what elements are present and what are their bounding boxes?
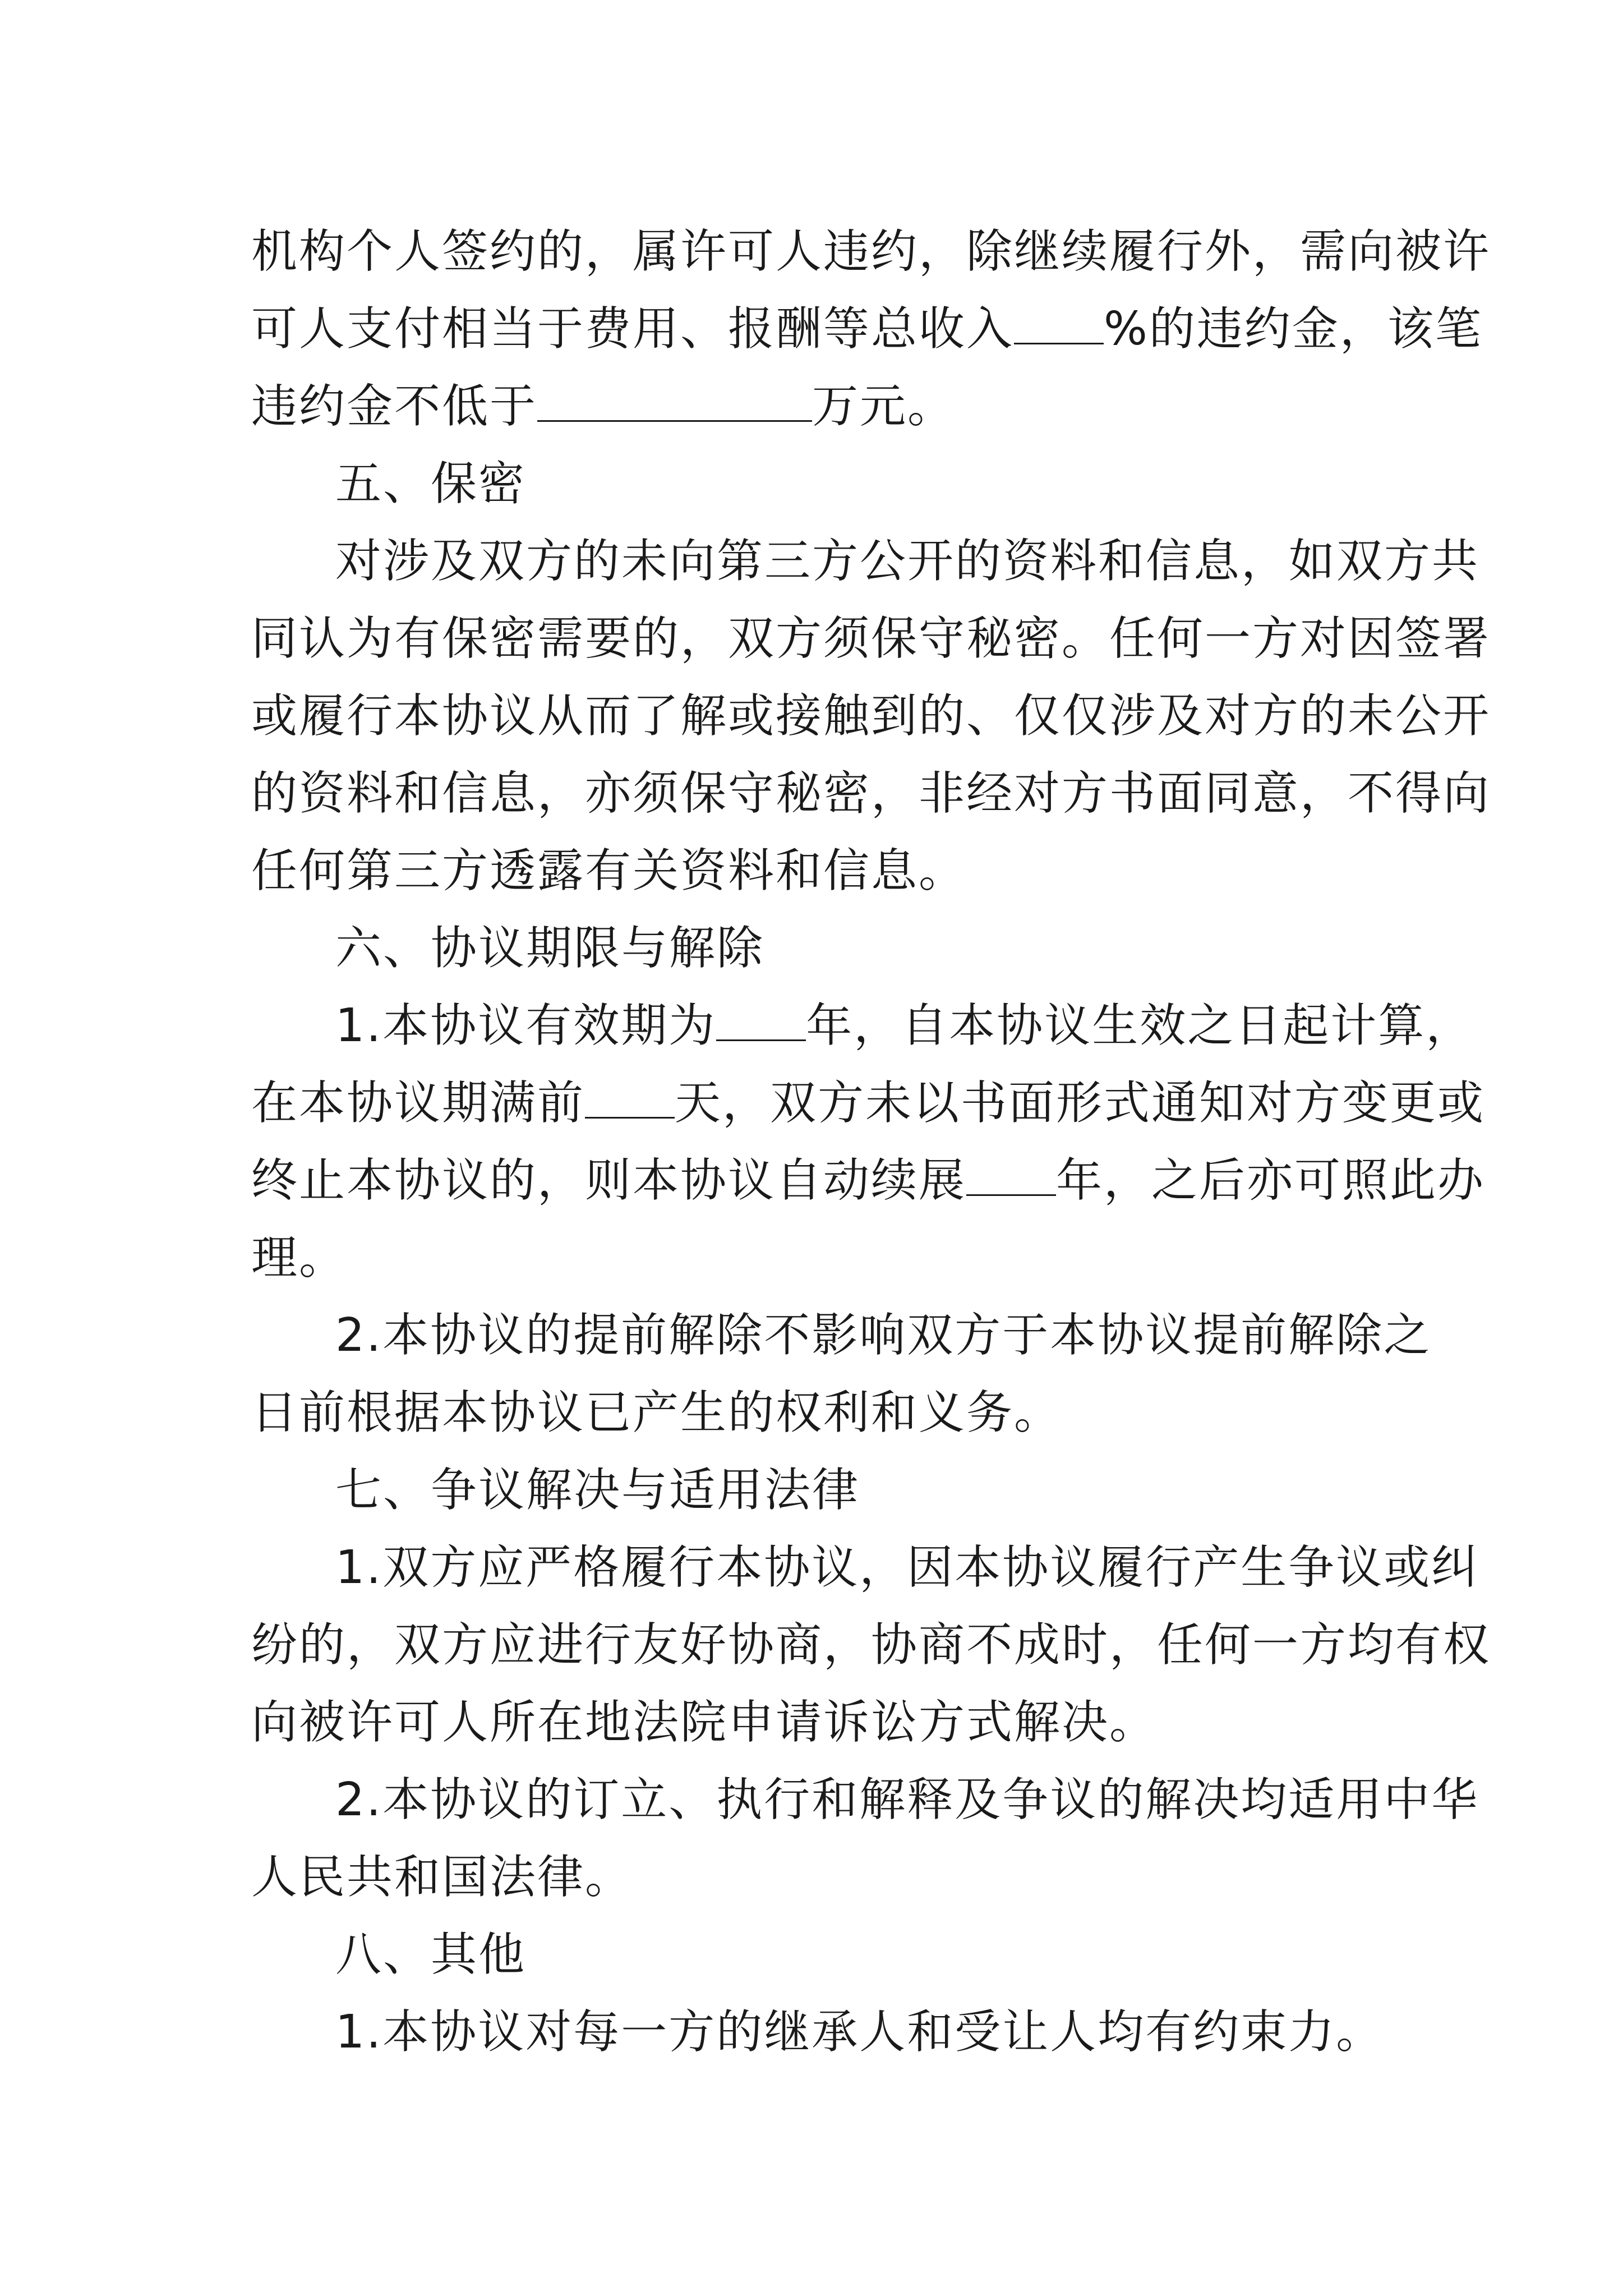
text-span: 1.本协议有效期为 [335, 999, 717, 1052]
paragraph-term-2 [251, 1297, 1432, 1452]
text-span: 在本协议期满前 [251, 1076, 585, 1130]
section-heading-other: 八、其他 [335, 1928, 527, 1981]
text-line [251, 368, 1378, 445]
text-span: 年，自本协议生效之日起计算， [806, 999, 1474, 1052]
text-span: 万元。 [812, 380, 956, 433]
text-line [251, 291, 1483, 368]
text-line: 2.本协议的提前解除不影响双方于本协议提前解除之 [335, 1309, 1432, 1362]
text-span: %的违约金，该笔 [1104, 302, 1483, 356]
text-span: 终止本协议的，则本协议自动续展 [251, 1154, 967, 1207]
text-line: 人民共和国法律。 [251, 1851, 633, 1904]
text-line [251, 213, 1491, 291]
text-line: 的资料和信息，亦须保守秘密，非经对方书面同意，不得向 [251, 767, 1491, 820]
section-heading-dispute: 七、争议解决与适用法律 [335, 1464, 860, 1517]
text-line [251, 1142, 1486, 1220]
paragraph-other-1 [251, 1994, 1384, 2071]
paragraph-breach-continued [251, 213, 1491, 445]
blank-renewal-years [966, 1155, 1056, 1196]
text-line: 对涉及双方的未向第三方公开的资料和信息，如双方共 [335, 535, 1480, 588]
text-span: 天，双方未以书面形式通知对方变更或 [675, 1076, 1486, 1130]
text-line: 1.双方应严格履行本协议，因本协议履行产生争议或纠 [335, 1541, 1479, 1594]
text-span: 可人支付相当于费用、报酬等总收入 [251, 302, 1015, 356]
blank-percentage [1014, 303, 1104, 344]
text-line: 同认为有保密需要的，双方须保守秘密。任何一方对因签署 [251, 612, 1491, 665]
paragraph-dispute-2 [251, 1761, 1479, 1916]
paragraph-confidentiality [251, 523, 1491, 910]
text-span: 年，之后亦可照此办 [1056, 1154, 1486, 1207]
text-line: 或履行本协议从而了解或接触到的、仅仅涉及对方的未公开 [251, 689, 1491, 743]
text-span: 违约金不低于 [251, 380, 538, 433]
section-heading-term: 六、协议期限与解除 [335, 922, 765, 975]
blank-days [585, 1078, 675, 1119]
text-line: 1.本协议对每一方的继承人和受让人均有约束力。 [335, 2005, 1384, 2059]
paragraph-term-1 [251, 987, 1486, 1297]
text-line: 向被许可人所在地法院申请诉讼方式解决。 [251, 1696, 1158, 1749]
text-line [251, 987, 1474, 1065]
document-page [251, 213, 1491, 2071]
text-line [251, 1065, 1486, 1142]
blank-years [716, 1000, 806, 1041]
paragraph-dispute-1 [251, 1529, 1491, 1761]
text-line: 2.本协议的订立、执行和解释及争议的解决均适用中华 [335, 1773, 1479, 1826]
text-line: 任何第三方透露有关资料和信息。 [251, 844, 967, 898]
text-line: 日前根据本协议已产生的权利和义务。 [251, 1386, 1062, 1439]
blank-amount [537, 381, 812, 422]
text-span: 机构个人签约的，属许可人违约，除继续履行外，需向被许 [251, 225, 1491, 278]
text-line: 理。 [251, 1231, 347, 1285]
section-heading-confidentiality: 五、保密 [335, 457, 527, 510]
text-line: 纷的，双方应进行友好协商，协商不成时，任何一方均有权 [251, 1618, 1491, 1672]
